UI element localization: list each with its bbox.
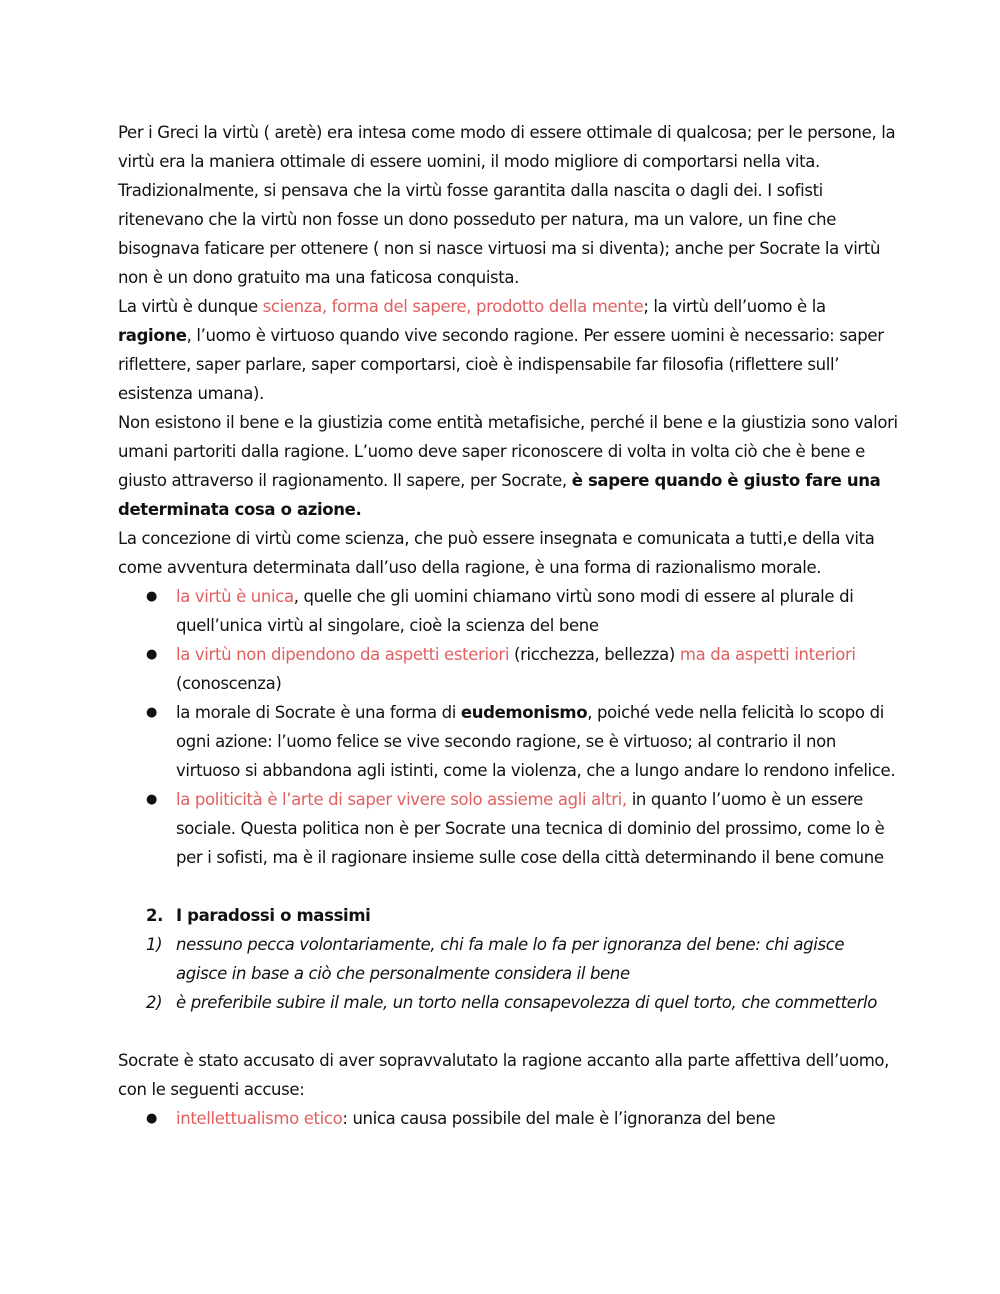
document-page: [118, 118, 898, 1133]
intro-paragraph-4: La concezione di virtù come scienza, che può essere insegnata e comunicata a tutti,e della vita come avventura determinata dall’uso della ragione, è una forma di razionalismo morale.: [118, 529, 875, 577]
text-run: Non esistono il bene e la giustizia come entità metafisiche, perché il bene e la giustizia sono valori umani partoriti dalla ragione. L’uomo deve saper riconoscere di volta in volta ciò che è bene e giusto attraverso il ragionamento. Il sapere, per Socrate,: [118, 413, 898, 490]
list-marker: 2): [146, 993, 163, 1012]
intro-paragraph-3: [118, 408, 898, 524]
text-run: , quelle che gli uomini chiamano virtù sono modi di essere al plurale di quell’unica virtù al singolare, cioè la scienza del bene: [176, 587, 854, 635]
virtue-bullet-list: [118, 582, 898, 872]
highlight-text: la politicità è l’arte di saper vivere solo assieme agli altri,: [176, 790, 627, 809]
list-item: [118, 698, 898, 785]
list-item: [118, 930, 898, 988]
paradox-list: [118, 930, 898, 1017]
spacer: [118, 872, 898, 901]
list-marker: 1): [146, 935, 163, 954]
section-title: I paradossi o massimi: [176, 906, 371, 925]
text-run: (conoscenza): [176, 674, 282, 693]
intro-paragraph-2: [118, 292, 898, 408]
highlight-text: ma da aspetti interiori: [679, 645, 856, 664]
bold-text: eudemonismo: [460, 703, 588, 722]
text-run: , l’uomo è virtuoso quando vive secondo ragione. Per essere uomini è necessario: saper riflettere, saper parlare, saper comportarsi, cioè è indispensabile far filosofia (riflettere sull’ esistenza umana).: [118, 326, 884, 403]
text-run: : unica causa possibile del male è l’ignoranza del bene: [342, 1109, 776, 1128]
highlight-text: intellettualismo etico: [176, 1109, 343, 1128]
list-item: [118, 988, 898, 1017]
list-item-text: nessuno pecca volontariamente, chi fa male lo fa per ignoranza del bene: chi agisce agisce in base a ciò che personalmente considera il bene: [176, 935, 845, 983]
text-run: La virtù è dunque: [118, 297, 263, 316]
highlight-text: la virtù non dipendono da aspetti esteriori: [176, 645, 510, 664]
intro-paragraph-1: Per i Greci la virtù ( aretè) era intesa come modo di essere ottimale di qualcosa; per le persone, la virtù era la maniera ottimale di essere uomini, il modo migliore di comportarsi nella vita. Tradizionalmente, si pensava che la virtù fosse garantita dalla nascita o dagli dei. I sofisti ritenevano che la virtù non fosse un dono posseduto per natura, ma un valore, un fine che bisognava faticare per ottenere ( non si nasce virtuosi ma si diventa); anche per Socrate la virtù non è un dono gratuito ma una faticosa conquista.: [118, 123, 896, 287]
closing-paragraph: Socrate è stato accusato di aver sopravvalutato la ragione accanto alla parte affettiva dell’uomo, con le seguenti accuse:: [118, 1051, 890, 1099]
section-heading: [118, 901, 898, 930]
bold-text: è sapere quando è giusto fare una determinata cosa o azione.: [118, 471, 881, 519]
list-item: [118, 785, 898, 872]
list-item: [118, 1104, 898, 1133]
list-item: [118, 640, 898, 698]
text-run: , poiché vede nella felicità lo scopo di ogni azione: l’uomo felice se vive secondo ragione, se è virtuoso; al contrario il non virtuoso si abbandona agli istinti, come la violenza, che a lungo andare lo rendono infelice.: [176, 703, 896, 780]
accusation-bullet-list: [118, 1104, 898, 1133]
bold-text: ragione: [118, 326, 187, 345]
section-number: 2.: [146, 906, 164, 925]
list-item-text: è preferibile subire il male, un torto nella consapevolezza di quel torto, che commetterlo: [176, 993, 878, 1012]
highlight-text: scienza, forma del sapere, prodotto della mente: [262, 297, 644, 316]
text-run: ; la virtù dell’uomo è la: [643, 297, 826, 316]
text-run: (ricchezza, bellezza): [509, 645, 680, 664]
spacer: [118, 1017, 898, 1046]
list-item: [118, 582, 898, 640]
text-run: la morale di Socrate è una forma di: [176, 703, 461, 722]
highlight-text: la virtù è unica: [176, 587, 294, 606]
text-run: in quanto l’uomo è un essere sociale. Questa politica non è per Socrate una tecnica di dominio del prossimo, come lo è per i sofisti, ma è il ragionare insieme sulle cose della città determinando il bene comune: [176, 790, 885, 867]
